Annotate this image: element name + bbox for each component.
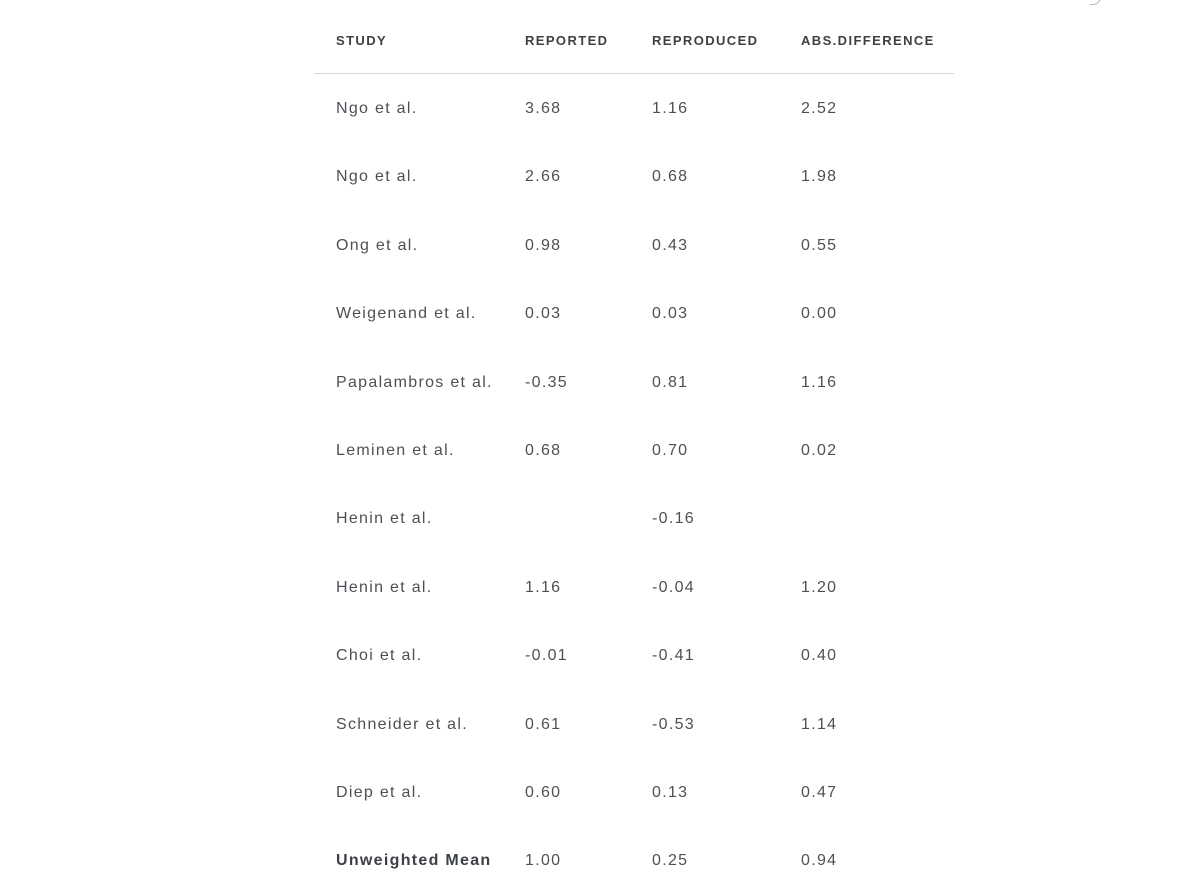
cell-reported: 1.16 [525, 578, 562, 596]
cell-reproduced: -0.41 [652, 647, 695, 665]
table-row [314, 758, 954, 826]
summary-reported: 1.00 [525, 852, 562, 870]
cell-reproduced: 1.16 [652, 100, 689, 117]
cell-study: Leminen et al. [336, 441, 455, 459]
cell-abs-difference: 1.14 [801, 715, 838, 733]
table-row [314, 348, 954, 416]
cell-study: Ngo et al. [336, 168, 418, 186]
cell-abs-difference: 0.47 [801, 783, 838, 801]
cell-abs-difference: 0.00 [801, 305, 838, 323]
cell-reported: -0.01 [525, 647, 568, 665]
cell-study: Schneider et al. [336, 715, 468, 733]
scroll-corner-decoration [1090, 0, 1101, 5]
summary-reproduced: 0.25 [652, 852, 689, 870]
cell-abs-difference: 0.55 [801, 236, 838, 254]
cell-abs-difference: 2.52 [801, 100, 838, 117]
table-row [314, 484, 954, 552]
cell-study: Henin et al. [336, 578, 433, 596]
results-table [314, 0, 954, 895]
cell-reproduced: -0.04 [652, 578, 695, 596]
cell-study: Choi et al. [336, 647, 423, 665]
header-reproduced: REPRODUCED [652, 33, 759, 48]
cell-reported: 0.60 [525, 783, 562, 801]
cell-reported: 3.68 [525, 100, 562, 117]
table-row [314, 74, 954, 142]
cell-study: Ong et al. [336, 236, 419, 254]
table-row [314, 690, 954, 758]
header-reported: REPORTED [525, 33, 609, 48]
table-row [314, 211, 954, 279]
cell-reproduced: 0.68 [652, 168, 689, 186]
cell-reported: 0.03 [525, 305, 562, 323]
header-abs-difference: ABS.DIFFERENCE [801, 33, 935, 48]
cell-reproduced: 0.03 [652, 305, 689, 323]
cell-abs-difference: 0.02 [801, 441, 838, 459]
cell-reproduced: -0.16 [652, 510, 695, 528]
summary-label: Unweighted Mean [336, 852, 492, 870]
cell-reported: 0.68 [525, 441, 562, 459]
table-row [314, 621, 954, 689]
cell-reproduced: -0.53 [652, 715, 695, 733]
summary-abs-difference: 0.94 [801, 852, 838, 870]
cell-reproduced: 0.81 [652, 373, 689, 391]
cell-reported: 0.98 [525, 236, 562, 254]
summary-row [314, 826, 954, 894]
cell-study: Weigenand et al. [336, 305, 477, 323]
table-row [314, 279, 954, 347]
table-header-row [314, 0, 954, 74]
cell-study: Papalambros et al. [336, 373, 493, 391]
table-row [314, 142, 954, 210]
cell-study: Ngo et al. [336, 100, 418, 117]
cell-abs-difference: 1.98 [801, 168, 838, 186]
cell-reproduced: 0.43 [652, 236, 689, 254]
cell-reported: -0.35 [525, 373, 568, 391]
cell-study: Henin et al. [336, 510, 433, 528]
cell-reported: 2.66 [525, 168, 562, 186]
cell-reported: 0.61 [525, 715, 562, 733]
table-row [314, 416, 954, 484]
header-study: STUDY [336, 33, 388, 48]
cell-abs-difference: 1.20 [801, 578, 838, 596]
cell-abs-difference: 1.16 [801, 373, 838, 391]
cell-abs-difference: 0.40 [801, 647, 838, 665]
table-row [314, 553, 954, 621]
cell-reproduced: 0.13 [652, 783, 689, 801]
cell-study: Diep et al. [336, 783, 423, 801]
cell-reproduced: 0.70 [652, 441, 689, 459]
